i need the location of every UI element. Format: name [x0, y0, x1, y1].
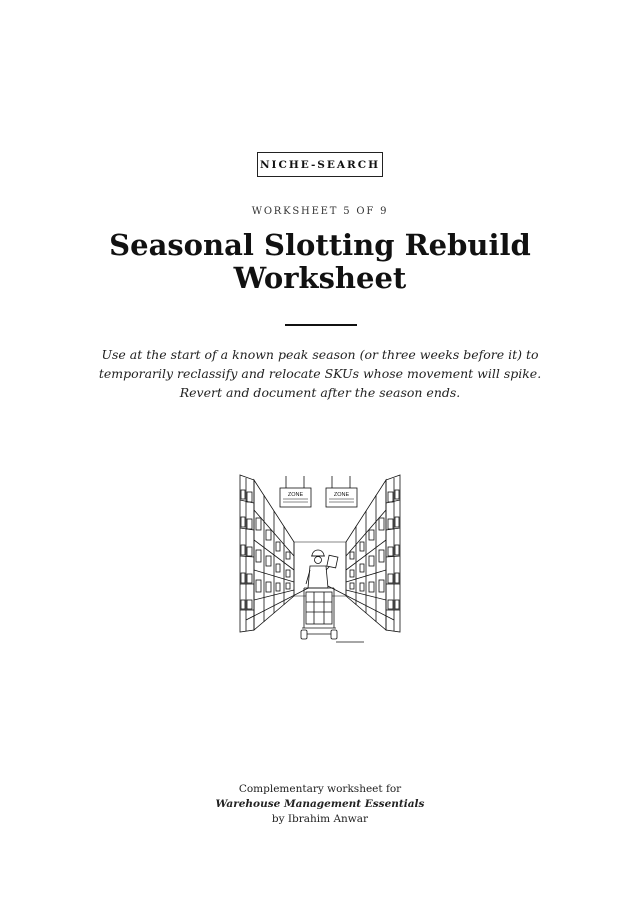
zone-sign-right-label: ZONE — [333, 492, 350, 498]
brand-badge — [257, 152, 383, 177]
brand-label: NICHE-SEARCH — [259, 158, 381, 171]
title-divider — [285, 324, 357, 326]
footer-line-1: Complementary worksheet for — [238, 783, 402, 795]
page-title — [0, 229, 640, 295]
worker-with-cart — [301, 550, 338, 639]
zone-sign-right — [326, 476, 357, 507]
description: Use at the start of a known peak season (or three weeks before it) to temporarily reclassify and relocate SKUs whose movement will spike. Revert and document after the season ends. — [98, 347, 542, 400]
title-line-1: Seasonal Slotting Rebuild — [109, 228, 531, 262]
title-line-2: Worksheet — [233, 261, 407, 295]
footer-credit — [0, 782, 640, 827]
zone-sign-left — [280, 476, 311, 507]
series-label: WORKSHEET 5 OF 9 — [251, 206, 389, 217]
author-line: by Ibrahim Anwar — [271, 813, 369, 825]
zone-sign-left-label: ZONE — [287, 492, 304, 498]
warehouse-aisle-illustration — [236, 470, 404, 646]
book-title: Warehouse Management Essentials — [215, 798, 425, 810]
